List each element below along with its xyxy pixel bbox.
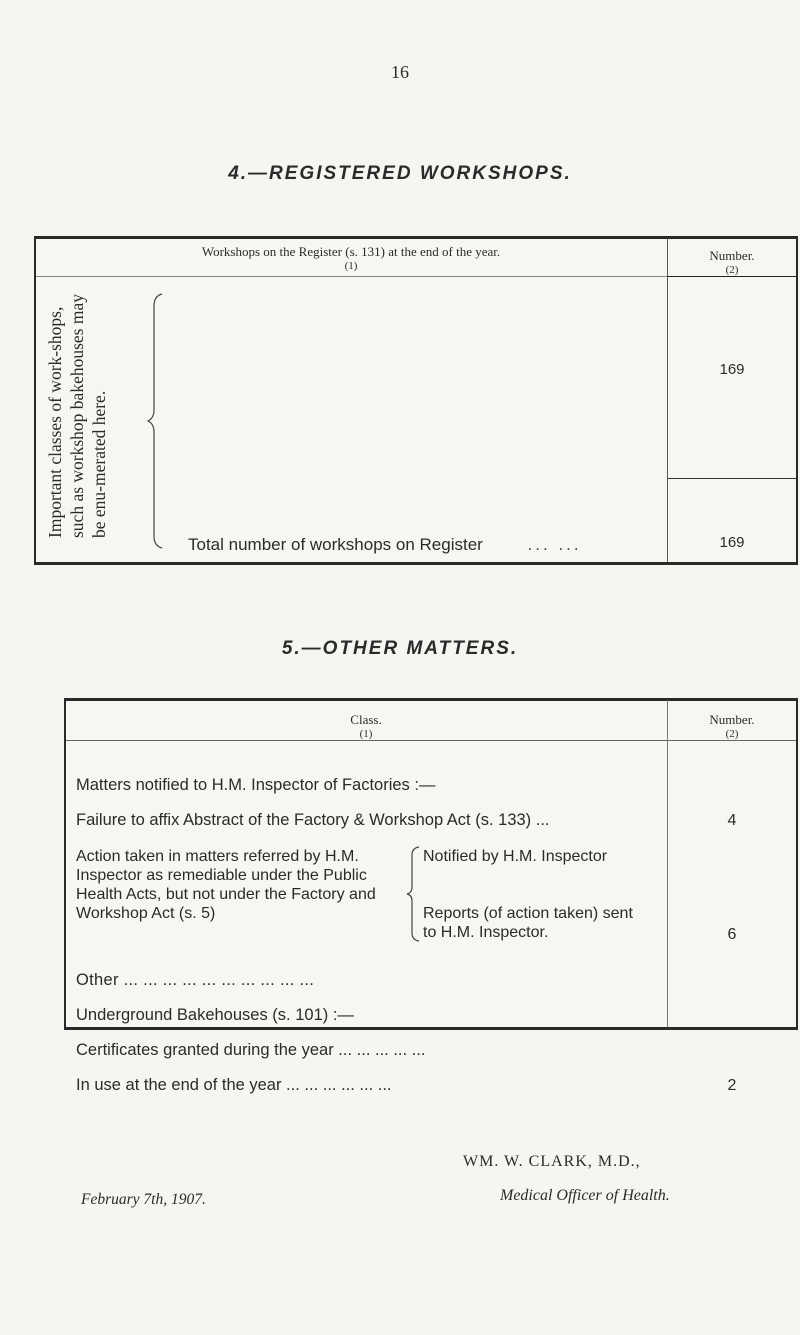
row-underground-bakehouses: Underground Bakehouses (s. 101) :—	[76, 1006, 354, 1024]
column-header-text: Number.	[709, 712, 755, 727]
header-rule	[66, 740, 796, 741]
column-header-text: Workshops on the Register (s. 131) at the end of the year.	[201, 244, 501, 259]
other-matters-table	[64, 698, 798, 1094]
column-divider	[667, 700, 668, 1028]
registered-workshops-table	[34, 236, 798, 565]
section-heading-other-matters: 5.—OTHER MATTERS.	[281, 638, 519, 659]
in-use-value: 2	[727, 1077, 737, 1094]
total-workshops-label	[188, 535, 582, 555]
total-label-text: Total number of workshops on Register	[188, 535, 483, 554]
row-other: Other ... ... ... ... ... ... ... ... ... ...	[76, 971, 315, 989]
row-failure-to-affix: Failure to affix Abstract of the Factory & Workshop Act (s. 133) ...	[76, 811, 550, 829]
table-bottom-rule	[34, 562, 798, 565]
header-rule	[668, 276, 796, 277]
signature-office: Medical Officer of Health.	[500, 1187, 670, 1204]
workshops-total-value: 169	[719, 534, 745, 551]
action-reports-sent: Reports (of action taken) sent to H.M. Inspector.	[423, 905, 633, 941]
total-rule	[668, 478, 796, 479]
row-matters-notified: Matters notified to H.M. Inspector of Factories :—	[76, 776, 436, 794]
column-header-workshops	[36, 244, 666, 274]
column-number: (2)	[725, 728, 739, 740]
section-heading-registered-workshops: 4.—REGISTERED WORKSHOPS.	[228, 163, 572, 184]
signature-date: February 7th, 1907.	[81, 1191, 206, 1208]
table-top-rule	[64, 698, 798, 701]
column-header-text: Number.	[709, 248, 755, 263]
column-divider	[667, 238, 668, 563]
column-number: (1)	[344, 260, 358, 272]
workshops-number-value: 169	[719, 361, 745, 378]
action-taken-value: 6	[727, 926, 737, 943]
signature-name: WM. W. CLARK, M.D.,	[463, 1153, 641, 1170]
column-header-class	[66, 712, 666, 742]
column-header-number	[668, 712, 796, 742]
curly-brace-icon	[406, 845, 422, 943]
page-number: 16	[391, 62, 409, 82]
column-number: (2)	[725, 264, 739, 276]
row-certificates-granted: Certificates granted during the year ... ... ... ... ...	[76, 1041, 426, 1059]
column-header-number	[668, 248, 796, 278]
failure-to-affix-value: 4	[727, 812, 737, 829]
row-action-taken: Action taken in matters referred by H.M. Inspector as remediable under the Public Health Acts, but not under the Factory and Workshop Act (s. 5)	[76, 848, 376, 922]
header-rule-dashed	[36, 276, 668, 277]
column-header-text: Class.	[350, 712, 382, 727]
row-in-use: In use at the end of the year ... ... ... ... ... ...	[76, 1076, 392, 1094]
leader-dots: ... ...	[527, 535, 582, 554]
rotated-note: Important classes of work-shops, such as workshop bakehouses may be enu-merated here.	[45, 294, 109, 538]
action-notified-by-inspector: Notified by H.M. Inspector	[423, 848, 608, 865]
table-top-rule	[34, 236, 798, 239]
curly-brace-icon	[144, 292, 168, 550]
column-number: (1)	[359, 728, 373, 740]
table-bottom-rule	[64, 1027, 798, 1030]
